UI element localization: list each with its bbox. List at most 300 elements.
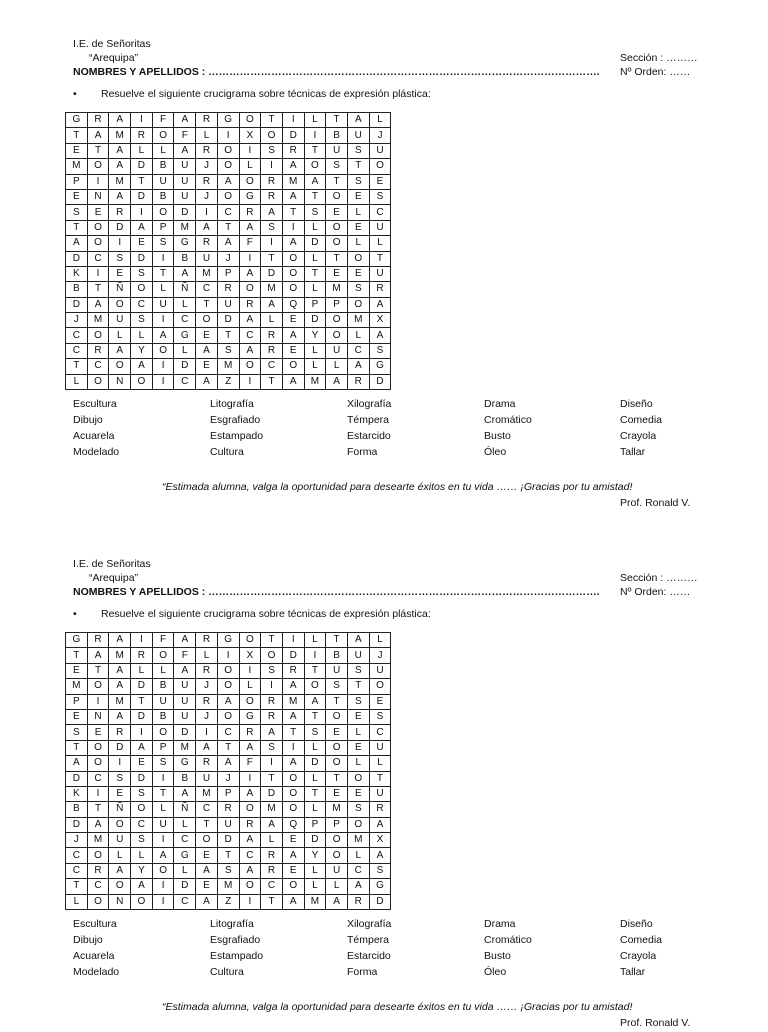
grid-cell: T — [66, 740, 88, 755]
grid-cell: U — [347, 648, 369, 663]
grid-cell: G — [239, 709, 261, 724]
grid-cell: Ñ — [109, 282, 131, 297]
grid-cell: L — [326, 879, 348, 894]
grid-cell: R — [131, 648, 153, 663]
grid-cell: D — [131, 771, 153, 786]
grid-cell: M — [304, 374, 326, 389]
grid-row — [66, 251, 391, 266]
grid-cell: M — [196, 266, 218, 281]
grid-cell: S — [131, 833, 153, 848]
grid-cell: R — [347, 894, 369, 909]
word-list-item: Drama — [484, 398, 516, 410]
word-list-item: Litografía — [210, 398, 254, 410]
grid-cell: I — [217, 128, 239, 143]
word-search-grid — [65, 632, 391, 910]
grid-cell: G — [174, 756, 196, 771]
grid-cell: I — [131, 725, 153, 740]
grid-cell: B — [66, 282, 88, 297]
grid-cell: O — [261, 128, 283, 143]
grid-cell: T — [66, 128, 88, 143]
grid-cell: R — [282, 663, 304, 678]
word-list-item: Témpera — [347, 934, 390, 946]
grid-row — [66, 648, 391, 663]
grid-row — [66, 756, 391, 771]
grid-cell: M — [87, 833, 109, 848]
grid-cell: S — [131, 786, 153, 801]
grid-cell: C — [87, 771, 109, 786]
grid-cell: G — [217, 113, 239, 128]
grid-cell: A — [282, 159, 304, 174]
grid-cell: I — [239, 894, 261, 909]
grid-row — [66, 802, 391, 817]
grid-cell: D — [304, 756, 326, 771]
grid-cell: E — [326, 266, 348, 281]
word-list-item: Cromático — [484, 934, 532, 946]
grid-cell: E — [282, 343, 304, 358]
grid-cell: C — [174, 313, 196, 328]
grid-cell: E — [109, 786, 131, 801]
grid-cell: M — [282, 694, 304, 709]
grid-cell: T — [131, 694, 153, 709]
grid-cell: S — [109, 251, 131, 266]
grid-cell: A — [282, 679, 304, 694]
grid-cell: T — [217, 848, 239, 863]
grid-cell: A — [131, 220, 153, 235]
word-list-item: Modelado — [73, 446, 120, 458]
grid-cell: I — [239, 143, 261, 158]
grid-row — [66, 343, 391, 358]
grid-cell: C — [217, 725, 239, 740]
grid-cell: G — [174, 848, 196, 863]
grid-cell: A — [196, 863, 218, 878]
grid-cell: A — [217, 694, 239, 709]
grid-cell: A — [239, 343, 261, 358]
grid-row — [66, 833, 391, 848]
grid-cell: I — [87, 266, 109, 281]
grid-row — [66, 374, 391, 389]
grid-cell: M — [109, 648, 131, 663]
grid-cell: A — [326, 374, 348, 389]
grid-cell: M — [174, 220, 196, 235]
city-name: “Arequipa” — [89, 52, 139, 64]
grid-cell: O — [239, 174, 261, 189]
grid-cell: S — [347, 663, 369, 678]
grid-cell: T — [304, 143, 326, 158]
grid-cell: P — [304, 817, 326, 832]
grid-row — [66, 313, 391, 328]
grid-cell: E — [66, 709, 88, 724]
grid-cell: U — [109, 833, 131, 848]
grid-cell: T — [66, 879, 88, 894]
grid-cell: O — [239, 113, 261, 128]
grid-cell: A — [109, 343, 131, 358]
grid-cell: S — [66, 205, 88, 220]
grid-cell: D — [304, 236, 326, 251]
grid-cell: T — [152, 266, 174, 281]
grid-cell: T — [261, 251, 283, 266]
grid-cell: C — [66, 848, 88, 863]
grid-cell: T — [152, 786, 174, 801]
grid-cell: R — [87, 113, 109, 128]
grid-cell: S — [261, 663, 283, 678]
grid-cell: U — [326, 143, 348, 158]
grid-cell: A — [87, 648, 109, 663]
grid-cell: M — [174, 740, 196, 755]
grid-cell: A — [109, 679, 131, 694]
word-list-item: Esgrafiado — [210, 414, 261, 426]
grid-row — [66, 220, 391, 235]
grid-row — [66, 189, 391, 204]
grid-cell: E — [196, 879, 218, 894]
grid-cell: A — [369, 848, 391, 863]
grid-cell: T — [369, 771, 391, 786]
grid-cell: I — [239, 771, 261, 786]
grid-cell: P — [217, 266, 239, 281]
grid-cell: S — [369, 863, 391, 878]
word-list-item: Estarcido — [347, 950, 391, 962]
grid-cell: R — [282, 143, 304, 158]
grid-cell: A — [66, 236, 88, 251]
grid-cell: O — [326, 740, 348, 755]
grid-cell: D — [174, 205, 196, 220]
grid-cell: D — [304, 313, 326, 328]
grid-cell: O — [282, 771, 304, 786]
grid-cell: O — [131, 282, 153, 297]
grid-cell: L — [304, 113, 326, 128]
order-field: Nº Orden: …… — [620, 66, 691, 78]
grid-cell: I — [87, 694, 109, 709]
grid-cell: E — [347, 709, 369, 724]
grid-row — [66, 786, 391, 801]
grid-cell: R — [87, 633, 109, 648]
grid-cell: O — [87, 679, 109, 694]
section-field: Sección : ……… — [620, 52, 698, 64]
word-list-item: Cromático — [484, 414, 532, 426]
grid-cell: P — [217, 786, 239, 801]
grid-cell: S — [347, 802, 369, 817]
grid-cell: C — [347, 343, 369, 358]
grid-cell: O — [196, 313, 218, 328]
grid-cell: S — [217, 343, 239, 358]
grid-cell: D — [282, 128, 304, 143]
grid-cell: E — [66, 143, 88, 158]
word-list-item: Comedia — [620, 934, 663, 946]
word-list-item: Escultura — [73, 398, 117, 410]
grid-cell: J — [66, 833, 88, 848]
grid-cell: O — [87, 848, 109, 863]
grid-cell: I — [239, 663, 261, 678]
grid-cell: M — [347, 313, 369, 328]
grid-cell: E — [66, 189, 88, 204]
word-search-grid — [65, 112, 391, 390]
grid-cell: A — [152, 328, 174, 343]
grid-cell: A — [369, 328, 391, 343]
instruction-text: Resuelve el siguiente crucigrama sobre técnicas de expresión plástica: — [101, 608, 431, 620]
grid-cell: E — [282, 833, 304, 848]
grid-cell: R — [217, 282, 239, 297]
signature: Prof. Ronald V. — [620, 1017, 691, 1029]
grid-cell: T — [304, 786, 326, 801]
grid-cell: O — [131, 374, 153, 389]
grid-cell: D — [131, 709, 153, 724]
word-list-item: Estampado — [210, 950, 264, 962]
word-list-item: Xilografía — [347, 398, 392, 410]
grid-cell: G — [66, 113, 88, 128]
grid-cell: L — [196, 648, 218, 663]
grid-cell: L — [347, 328, 369, 343]
grid-cell: O — [131, 802, 153, 817]
grid-cell: O — [152, 725, 174, 740]
grid-cell: A — [261, 817, 283, 832]
grid-cell: T — [347, 159, 369, 174]
grid-cell: T — [217, 740, 239, 755]
grid-cell: F — [152, 113, 174, 128]
grid-cell: E — [369, 174, 391, 189]
word-list-item: Acuarela — [73, 430, 115, 442]
grid-cell: R — [239, 205, 261, 220]
grid-cell: U — [369, 786, 391, 801]
word-list-item: Tallar — [620, 966, 646, 978]
grid-cell: E — [347, 740, 369, 755]
grid-cell: A — [66, 756, 88, 771]
grid-cell: A — [174, 633, 196, 648]
grid-cell: D — [174, 359, 196, 374]
grid-row — [66, 159, 391, 174]
grid-cell: A — [109, 709, 131, 724]
word-list-item: Diseño — [620, 398, 653, 410]
grid-cell: Y — [131, 343, 153, 358]
grid-cell: T — [326, 251, 348, 266]
grid-cell: F — [239, 756, 261, 771]
grid-cell: R — [196, 143, 218, 158]
grid-cell: O — [282, 282, 304, 297]
grid-cell: L — [347, 205, 369, 220]
grid-cell: J — [217, 251, 239, 266]
grid-cell: S — [304, 725, 326, 740]
grid-cell: R — [261, 328, 283, 343]
grid-cell: U — [369, 220, 391, 235]
grid-cell: J — [196, 709, 218, 724]
grid-row — [66, 771, 391, 786]
grid-cell: O — [347, 817, 369, 832]
grid-cell: A — [152, 848, 174, 863]
grid-cell: U — [152, 174, 174, 189]
word-list-item: Dibujo — [73, 414, 103, 426]
grid-cell: M — [109, 128, 131, 143]
grid-cell: I — [152, 879, 174, 894]
grid-cell: X — [239, 128, 261, 143]
grid-cell: M — [66, 159, 88, 174]
grid-cell: U — [174, 679, 196, 694]
grid-cell: R — [261, 694, 283, 709]
grid-cell: A — [217, 756, 239, 771]
grid-cell: M — [347, 833, 369, 848]
grid-cell: L — [152, 282, 174, 297]
grid-cell: L — [304, 282, 326, 297]
grid-cell: C — [261, 879, 283, 894]
grid-cell: R — [196, 174, 218, 189]
grid-cell: D — [369, 374, 391, 389]
grid-cell: O — [131, 894, 153, 909]
grid-cell: T — [196, 297, 218, 312]
grid-cell: C — [66, 343, 88, 358]
grid-cell: D — [66, 771, 88, 786]
grid-cell: M — [109, 694, 131, 709]
grid-cell: A — [239, 863, 261, 878]
grid-cell: O — [217, 159, 239, 174]
grid-cell: L — [239, 159, 261, 174]
grid-cell: T — [282, 205, 304, 220]
grid-cell: B — [174, 771, 196, 786]
names-line: NOMBRES Y APELLIDOS : …………………………………………………………………………………………………. — [73, 586, 600, 598]
word-list-item: Forma — [347, 446, 378, 458]
grid-cell: I — [152, 251, 174, 266]
grid-cell: C — [261, 359, 283, 374]
grid-cell: L — [369, 236, 391, 251]
grid-cell: A — [109, 143, 131, 158]
grid-cell: G — [369, 359, 391, 374]
grid-cell: I — [131, 205, 153, 220]
grid-cell: L — [304, 740, 326, 755]
grid-cell: L — [109, 328, 131, 343]
grid-cell: C — [87, 251, 109, 266]
word-list-item: Busto — [484, 430, 511, 442]
grid-cell: R — [196, 113, 218, 128]
bullet-icon: • — [73, 608, 77, 620]
grid-cell: T — [87, 663, 109, 678]
grid-cell: E — [347, 220, 369, 235]
grid-cell: X — [369, 833, 391, 848]
grid-cell: T — [347, 679, 369, 694]
grid-cell: K — [66, 266, 88, 281]
grid-cell: T — [66, 220, 88, 235]
grid-row — [66, 679, 391, 694]
grid-cell: O — [217, 709, 239, 724]
grid-cell: L — [347, 756, 369, 771]
grid-cell: O — [239, 282, 261, 297]
grid-cell: E — [282, 313, 304, 328]
grid-row — [66, 174, 391, 189]
grid-cell: S — [326, 159, 348, 174]
grid-cell: U — [174, 709, 196, 724]
grid-cell: B — [152, 709, 174, 724]
grid-cell: Z — [217, 374, 239, 389]
grid-cell: T — [261, 771, 283, 786]
grid-cell: L — [261, 313, 283, 328]
grid-cell: T — [326, 694, 348, 709]
grid-cell: A — [239, 266, 261, 281]
grid-cell: O — [152, 343, 174, 358]
grid-cell: I — [152, 833, 174, 848]
grid-cell: S — [109, 771, 131, 786]
grid-row — [66, 266, 391, 281]
grid-cell: E — [131, 236, 153, 251]
grid-cell: E — [347, 786, 369, 801]
grid-cell: O — [239, 694, 261, 709]
grid-cell: O — [282, 266, 304, 281]
grid-cell: A — [326, 894, 348, 909]
grid-cell: B — [152, 159, 174, 174]
grid-cell: I — [217, 648, 239, 663]
grid-cell: I — [261, 236, 283, 251]
grid-cell: O — [326, 328, 348, 343]
grid-cell: A — [196, 894, 218, 909]
word-list-item: Drama — [484, 918, 516, 930]
grid-cell: D — [109, 220, 131, 235]
grid-cell: U — [174, 159, 196, 174]
grid-cell: M — [261, 802, 283, 817]
worksheet-copy-1 — [0, 0, 768, 512]
grid-cell: B — [174, 251, 196, 266]
grid-cell: O — [87, 159, 109, 174]
grid-row — [66, 879, 391, 894]
grid-cell: R — [261, 174, 283, 189]
grid-cell: L — [304, 879, 326, 894]
grid-row — [66, 663, 391, 678]
grid-cell: I — [152, 313, 174, 328]
grid-cell: O — [87, 894, 109, 909]
grid-row — [66, 740, 391, 755]
grid-cell: A — [369, 297, 391, 312]
grid-cell: A — [261, 205, 283, 220]
grid-cell: I — [131, 633, 153, 648]
grid-cell: C — [66, 328, 88, 343]
grid-row — [66, 863, 391, 878]
grid-cell: O — [109, 359, 131, 374]
grid-cell: U — [196, 251, 218, 266]
worksheet-copy-2 — [0, 520, 768, 1032]
grid-cell: I — [196, 205, 218, 220]
grid-cell: O — [282, 251, 304, 266]
grid-row — [66, 128, 391, 143]
grid-cell: A — [174, 266, 196, 281]
grid-cell: R — [261, 863, 283, 878]
grid-cell: C — [347, 863, 369, 878]
grid-cell: R — [239, 725, 261, 740]
grid-cell: R — [131, 128, 153, 143]
grid-cell: E — [196, 359, 218, 374]
grid-cell: A — [239, 220, 261, 235]
grid-cell: I — [87, 174, 109, 189]
order-field: Nº Orden: …… — [620, 586, 691, 598]
grid-cell: Z — [217, 894, 239, 909]
grid-cell: O — [239, 633, 261, 648]
grid-cell: A — [217, 236, 239, 251]
grid-cell: A — [282, 189, 304, 204]
grid-cell: U — [174, 694, 196, 709]
grid-cell: D — [66, 251, 88, 266]
grid-cell: O — [369, 679, 391, 694]
grid-cell: O — [239, 879, 261, 894]
grid-cell: A — [109, 189, 131, 204]
grid-cell: J — [369, 128, 391, 143]
grid-cell: T — [326, 633, 348, 648]
grid-row — [66, 894, 391, 909]
school-name: I.E. de Señoritas — [73, 558, 151, 570]
grid-cell: R — [196, 236, 218, 251]
grid-cell: L — [304, 802, 326, 817]
grid-cell: S — [304, 205, 326, 220]
grid-cell: D — [66, 297, 88, 312]
grid-cell: U — [347, 128, 369, 143]
word-list-item: Estampado — [210, 430, 264, 442]
grid-cell: L — [131, 848, 153, 863]
word-list-item: Escultura — [73, 918, 117, 930]
grid-cell: U — [152, 694, 174, 709]
grid-cell: A — [282, 848, 304, 863]
word-list-item: Cultura — [210, 966, 244, 978]
grid-cell: C — [87, 879, 109, 894]
